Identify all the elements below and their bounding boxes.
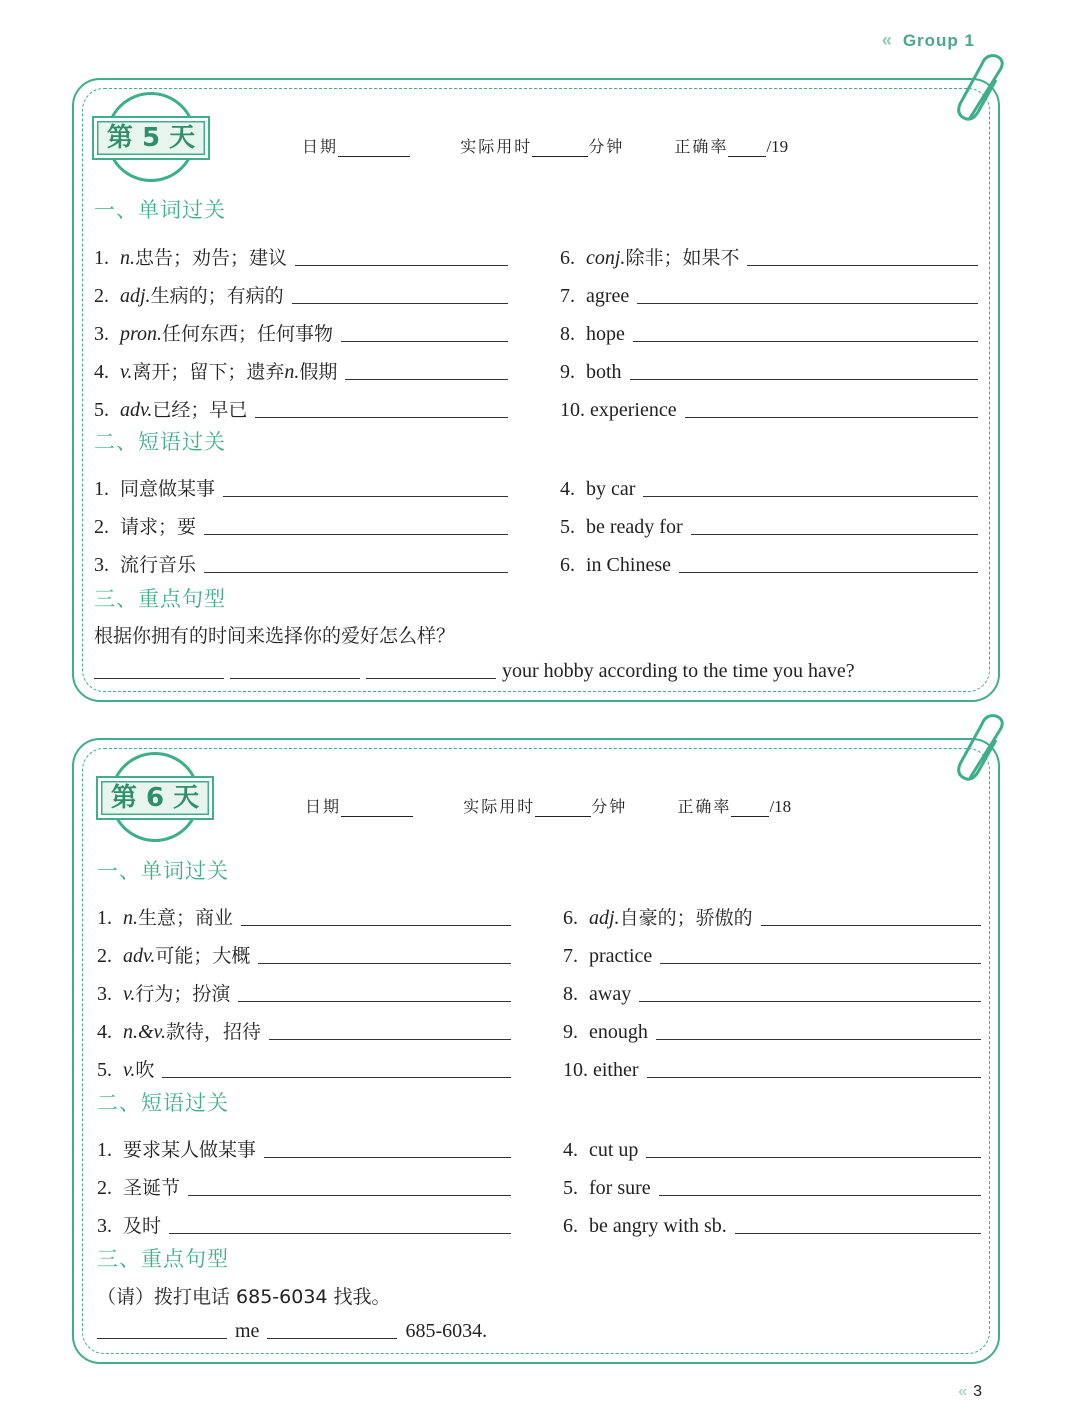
phrase-item[interactable]: 5. be ready for	[560, 501, 978, 539]
paperclip-icon	[950, 712, 1006, 782]
word-item[interactable]: 7. practice	[563, 930, 981, 968]
meta-row: 日期 实际用时 分钟 正确率 /18	[305, 797, 792, 816]
paperclip-icon	[950, 52, 1006, 122]
phrase-item[interactable]: 4. cut up	[563, 1124, 981, 1162]
word-item[interactable]: 2. adv. 可能；大概	[97, 930, 511, 968]
word-item[interactable]: 6. adj. 自豪的；骄傲的	[563, 892, 981, 930]
word-item[interactable]: 3. v. 行为；扮演	[97, 968, 511, 1006]
accuracy-label: 正确率	[674, 137, 729, 156]
section-title-words: 一、单词过关	[94, 198, 226, 222]
phrase-item[interactable]: 4. by car	[560, 463, 978, 501]
phrase-item[interactable]: 1. 同意做某事	[94, 463, 508, 501]
word-item[interactable]: 1. n. 忠告；劝告；建议	[94, 232, 508, 270]
word-item[interactable]: 5. adv. 已经；早已	[94, 384, 508, 422]
word-item[interactable]: 8. away	[563, 968, 981, 1006]
word-item[interactable]: 1. n. 生意；商业	[97, 892, 511, 930]
word-item[interactable]: 2. adj. 生病的；有病的	[94, 270, 508, 308]
section-title-words: 一、单词过关	[97, 859, 229, 883]
score-total: /19	[766, 137, 789, 156]
section-title-sentence: 三、重点句型	[97, 1247, 229, 1271]
section-title-phrases: 二、短语过关	[94, 430, 226, 454]
section-title-sentence: 三、重点句型	[94, 587, 226, 611]
word-item[interactable]: 8. hope	[560, 308, 978, 346]
double-chevron-left-icon: «	[958, 1383, 968, 1400]
word-item[interactable]: 9. enough	[563, 1006, 981, 1044]
word-item[interactable]: 10. either	[563, 1044, 981, 1082]
score-total: /18	[769, 797, 792, 816]
phrase-item[interactable]: 2. 请求；要	[94, 501, 508, 539]
meta-row: 日期 实际用时 分钟 正确率 /19	[302, 137, 789, 156]
word-item[interactable]: 6. conj. 除非；如果不	[560, 232, 978, 270]
phrase-item[interactable]: 1. 要求某人做某事	[97, 1124, 511, 1162]
word-item[interactable]: 10. experience	[560, 384, 978, 422]
phrase-item[interactable]: 5. for sure	[563, 1162, 981, 1200]
word-item[interactable]: 9. both	[560, 346, 978, 384]
phrase-item[interactable]: 6. be angry with sb.	[563, 1200, 981, 1238]
time-label: 实际用时	[463, 797, 536, 816]
group-label: « Group 1	[881, 30, 975, 50]
page-number: « 3	[958, 1383, 982, 1400]
phrase-item[interactable]: 3. 流行音乐	[94, 539, 508, 577]
word-item[interactable]: 5. v. 吹	[97, 1044, 511, 1082]
sentence-cn: （请）拨打电话 685-6034 找我。	[97, 1286, 391, 1308]
word-item[interactable]: 4. n.&v. 款待，招待	[97, 1006, 511, 1044]
sentence-fill[interactable]: me 685-6034.	[97, 1320, 487, 1343]
phrase-item[interactable]: 6. in Chinese	[560, 539, 978, 577]
day5-card: 第 5 天 日期 实际用时 分钟 正确率 /19 一、单词过关 1. n. 忠告；劝告；建议 2. adj. 生病的；有病的 3. pron. 任何东西；任何事物 4. v. 离开；留下；遗弃 n. 假期 5. adv. 已经；早已 6. conj. 除非；如果不 7. agree 8. hope 9. both 10. experience 二、短语过关 1. 同意做某事 2. 请求；要 3. 流行音乐 4. by car 5. be ready for 6. in Chinese 三、重点句型 根据你拥有的时间来选择你的爱好怎么样？ your hobby according to the time you have?	[72, 78, 1000, 702]
phrase-item[interactable]: 3. 及时	[97, 1200, 511, 1238]
date-label: 日期	[305, 797, 342, 816]
phrase-item[interactable]: 2. 圣诞节	[97, 1162, 511, 1200]
word-item[interactable]: 7. agree	[560, 270, 978, 308]
double-chevron-left-icon: «	[881, 30, 893, 50]
word-item[interactable]: 3. pron. 任何东西；任何事物	[94, 308, 508, 346]
word-item[interactable]: 4. v. 离开；留下；遗弃 n. 假期	[94, 346, 508, 384]
day6-card: 第 6 天 日期 实际用时 分钟 正确率 /18 一、单词过关 1. n. 生意；商业 2. adv. 可能；大概 3. v. 行为；扮演 4. n.&v. 款待，招待 5. v. 吹 6. adj. 自豪的；骄傲的 7. practice 8. away 9. enough 10. either 二、短语过关 1. 要求某人做某事 2. 圣诞节 3. 及时 4. cut up 5. for sure 6. be angry with sb. 三、重点句型 （请）拨打电话 685-6034 找我。 me 685-6034.	[72, 738, 1000, 1364]
date-label: 日期	[302, 137, 339, 156]
accuracy-label: 正确率	[677, 797, 732, 816]
section-title-phrases: 二、短语过关	[97, 1091, 229, 1115]
sentence-fill[interactable]: your hobby according to the time you have?	[94, 660, 855, 683]
time-label: 实际用时	[460, 137, 533, 156]
sentence-cn: 根据你拥有的时间来选择你的爱好怎么样？	[94, 625, 456, 647]
